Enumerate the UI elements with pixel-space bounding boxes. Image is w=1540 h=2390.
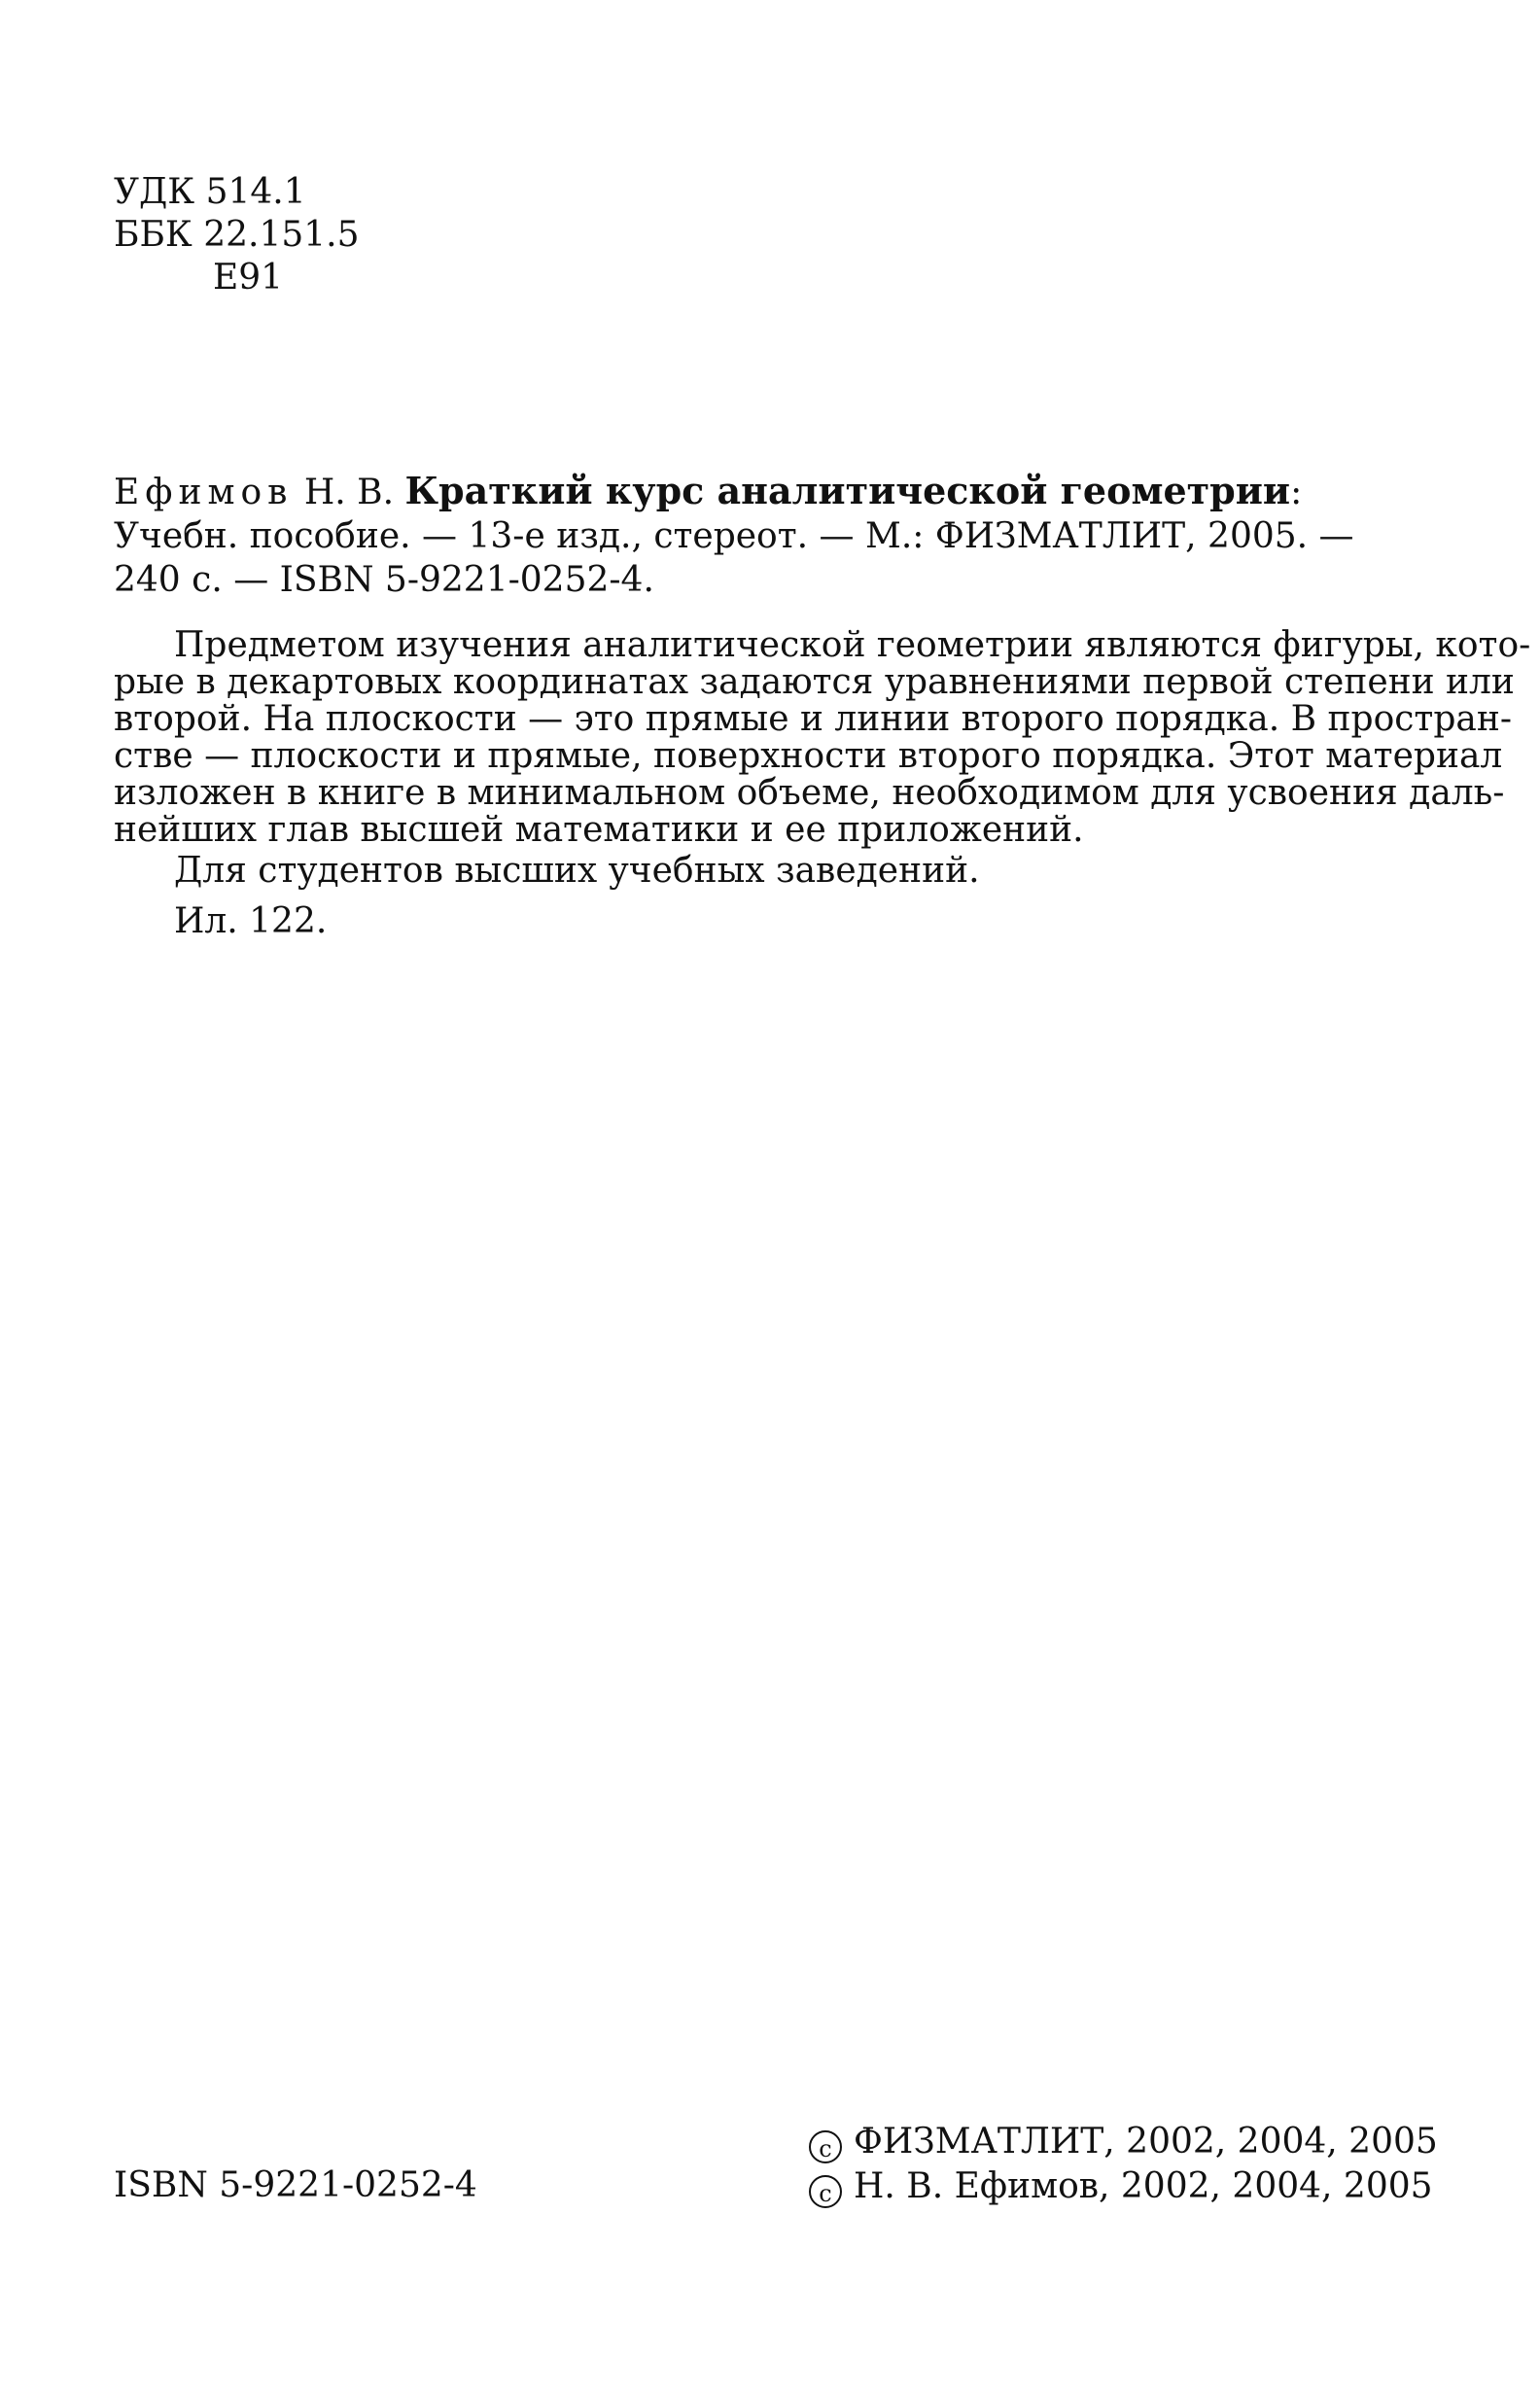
annotation-line: стве — плоскости и прямые, поверхности второго порядка. Этот материал xyxy=(114,736,1503,776)
copyright-author xyxy=(809,2164,1438,2209)
biblio-line-1-tail: : xyxy=(1290,473,1303,512)
illustrations-count: Ил. 122. xyxy=(174,901,328,941)
bbk-code: ББК 22.151.5 xyxy=(114,215,360,255)
biblio-line-1 xyxy=(114,469,1387,514)
copyright-author-text: Н. В. Ефимов, 2002, 2004, 2005 xyxy=(854,2166,1433,2206)
copyright-icon: c xyxy=(809,2175,842,2208)
copyright-icon: c xyxy=(809,2130,842,2163)
footer-isbn: ISBN 5-9221-0252-4 xyxy=(114,2165,477,2205)
udk-code: УДК 514.1 xyxy=(114,172,306,212)
author-surname: Ефимов xyxy=(114,473,294,512)
author-sign-code: Е91 xyxy=(213,258,284,298)
author-initials: Н. В. xyxy=(293,473,405,512)
copyright-publisher-text: ФИЗМАТЛИТ, 2002, 2004, 2005 xyxy=(854,2122,1438,2162)
classification-codes xyxy=(114,171,360,299)
annotation-line: рые в декартовых координатах задаются уравнениями первой степени или xyxy=(114,662,1515,702)
copyright-block xyxy=(809,2120,1438,2209)
annotation-line: второй. На плоскости — это прямые и линии второго порядка. В простран- xyxy=(114,699,1513,739)
biblio-line-3: 240 с. — ISBN 5-9221-0252-4. xyxy=(114,560,654,600)
annotation xyxy=(114,625,1531,941)
annotation-line: нейших глав высшей математики и ее приложений. xyxy=(114,810,1084,850)
bibliographic-description xyxy=(114,469,1387,602)
annotation-line: изложен в книге в минимальном объеме, необходимом для усвоения даль- xyxy=(114,773,1505,813)
book-title: Краткий курс аналитической геометрии xyxy=(404,469,1291,512)
biblio-line-2: Учебн. пособие. — 13-е изд., стереот. — М.: ФИЗМАТЛИТ, 2005. — xyxy=(114,516,1354,556)
copyright-publisher xyxy=(809,2120,1438,2164)
audience-note: Для студентов высших учебных заведений. xyxy=(174,851,980,891)
annotation-line: Предметом изучения аналитической геометрии являются фигуры, кото- xyxy=(174,625,1531,665)
